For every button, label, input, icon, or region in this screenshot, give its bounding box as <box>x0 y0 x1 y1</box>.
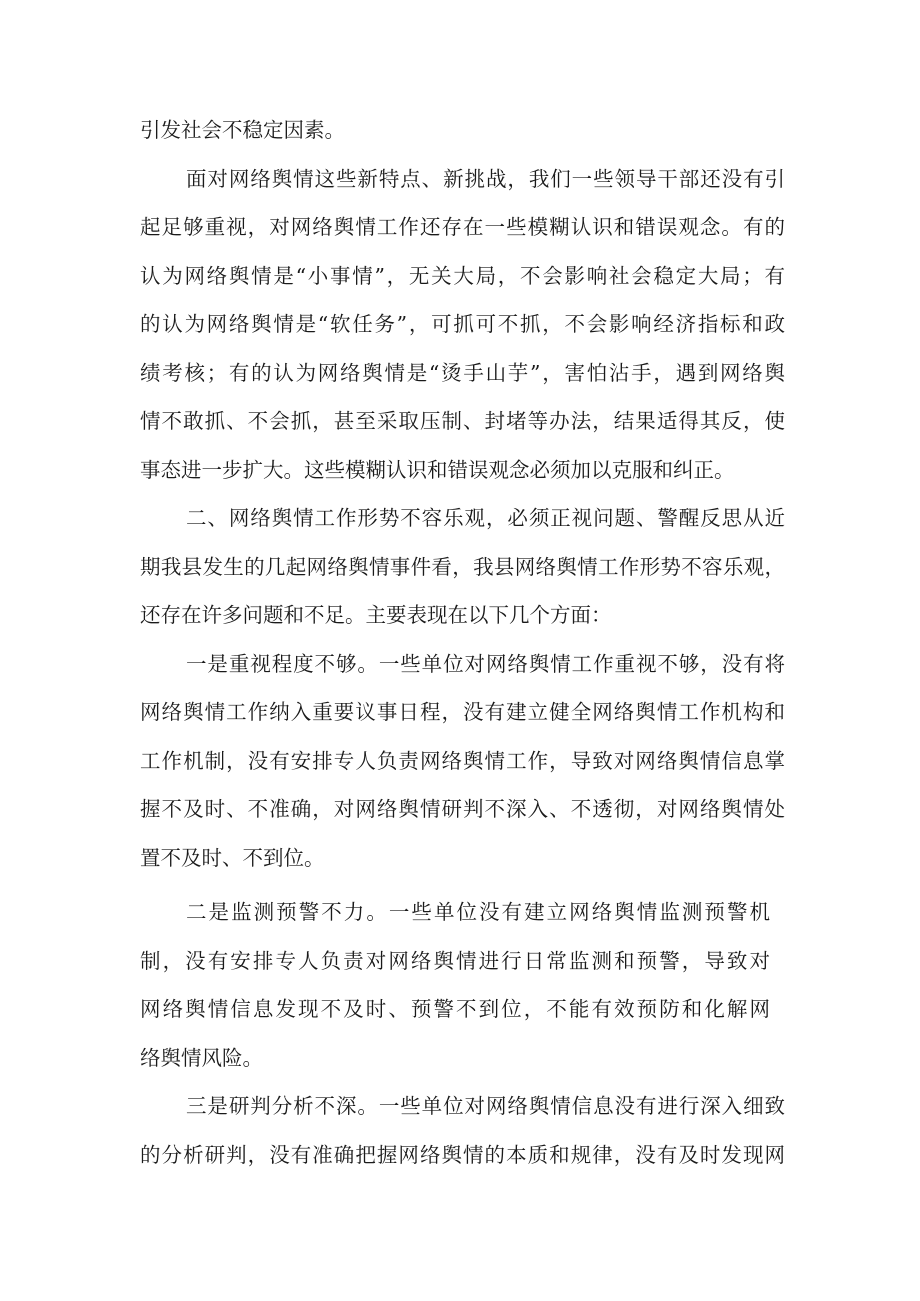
text-line-3: 起足够重视，对网络舆情工作还存在一些模糊认识和错误观念。有的 <box>140 215 785 239</box>
text-line-6: 绩考核；有的认为网络舆情是“烫手山芋”，害怕沾手，遇到网络舆 <box>140 361 785 385</box>
text-line-15: 握不及时、不准确，对网络舆情研判不深入、不透彻，对网络舆情处 <box>140 797 785 821</box>
text-line-21: 三是研判分析不深。一些单位对网络舆情信息没有进行深入细致 <box>186 1094 785 1118</box>
text-line-9: 二、网络舆情工作形势不容乐观，必须正视问题、警醒反思从近 <box>186 506 785 530</box>
text-line-19: 网络舆情信息发现不及时、预警不到位，不能有效预防和化解网 <box>140 997 770 1021</box>
text-line-7: 情不敢抓、不会抓，甚至采取压制、封堵等办法，结果适得其反，使 <box>140 409 785 433</box>
text-line-5: 的认为网络舆情是“软任务”，可抓可不抓，不会影响经济指标和政 <box>140 312 785 336</box>
text-line-1: 引发社会不稳定因素。 <box>140 118 345 142</box>
text-line-16: 置不及时、不到位。 <box>140 846 325 870</box>
text-line-11: 还存在许多问题和不足。主要表现在以下几个方面： <box>140 603 612 627</box>
text-line-8: 事态进一步扩大。这些模糊认识和错误观念必须加以克服和纠正。 <box>140 458 735 482</box>
text-line-12: 一是重视程度不够。一些单位对网络舆情工作重视不够，没有将 <box>186 652 785 676</box>
text-line-22: 的分析研判，没有准确把握网络舆情的本质和规律，没有及时发现网 <box>140 1143 785 1167</box>
text-line-10: 期我县发生的几起网络舆情事件看，我县网络舆情工作形势不容乐观， <box>140 555 785 579</box>
text-line-2: 面对网络舆情这些新特点、新挑战，我们一些领导干部还没有引 <box>186 167 785 191</box>
text-line-14: 工作机制，没有安排专人负责网络舆情工作，导致对网络舆情信息掌 <box>140 749 785 773</box>
text-line-20: 络舆情风险。 <box>140 1046 263 1070</box>
text-line-13: 网络舆情工作纳入重要议事日程，没有建立健全网络舆情工作机构和 <box>140 700 785 724</box>
text-line-4: 认为网络舆情是“小事情”，无关大局，不会影响社会稳定大局；有 <box>140 264 785 288</box>
text-line-18: 制，没有安排专人负责对网络舆情进行日常监测和预警，导致对 <box>140 949 770 973</box>
text-line-17: 二是监测预警不力。一些单位没有建立网络舆情监测预警机 <box>186 900 770 924</box>
